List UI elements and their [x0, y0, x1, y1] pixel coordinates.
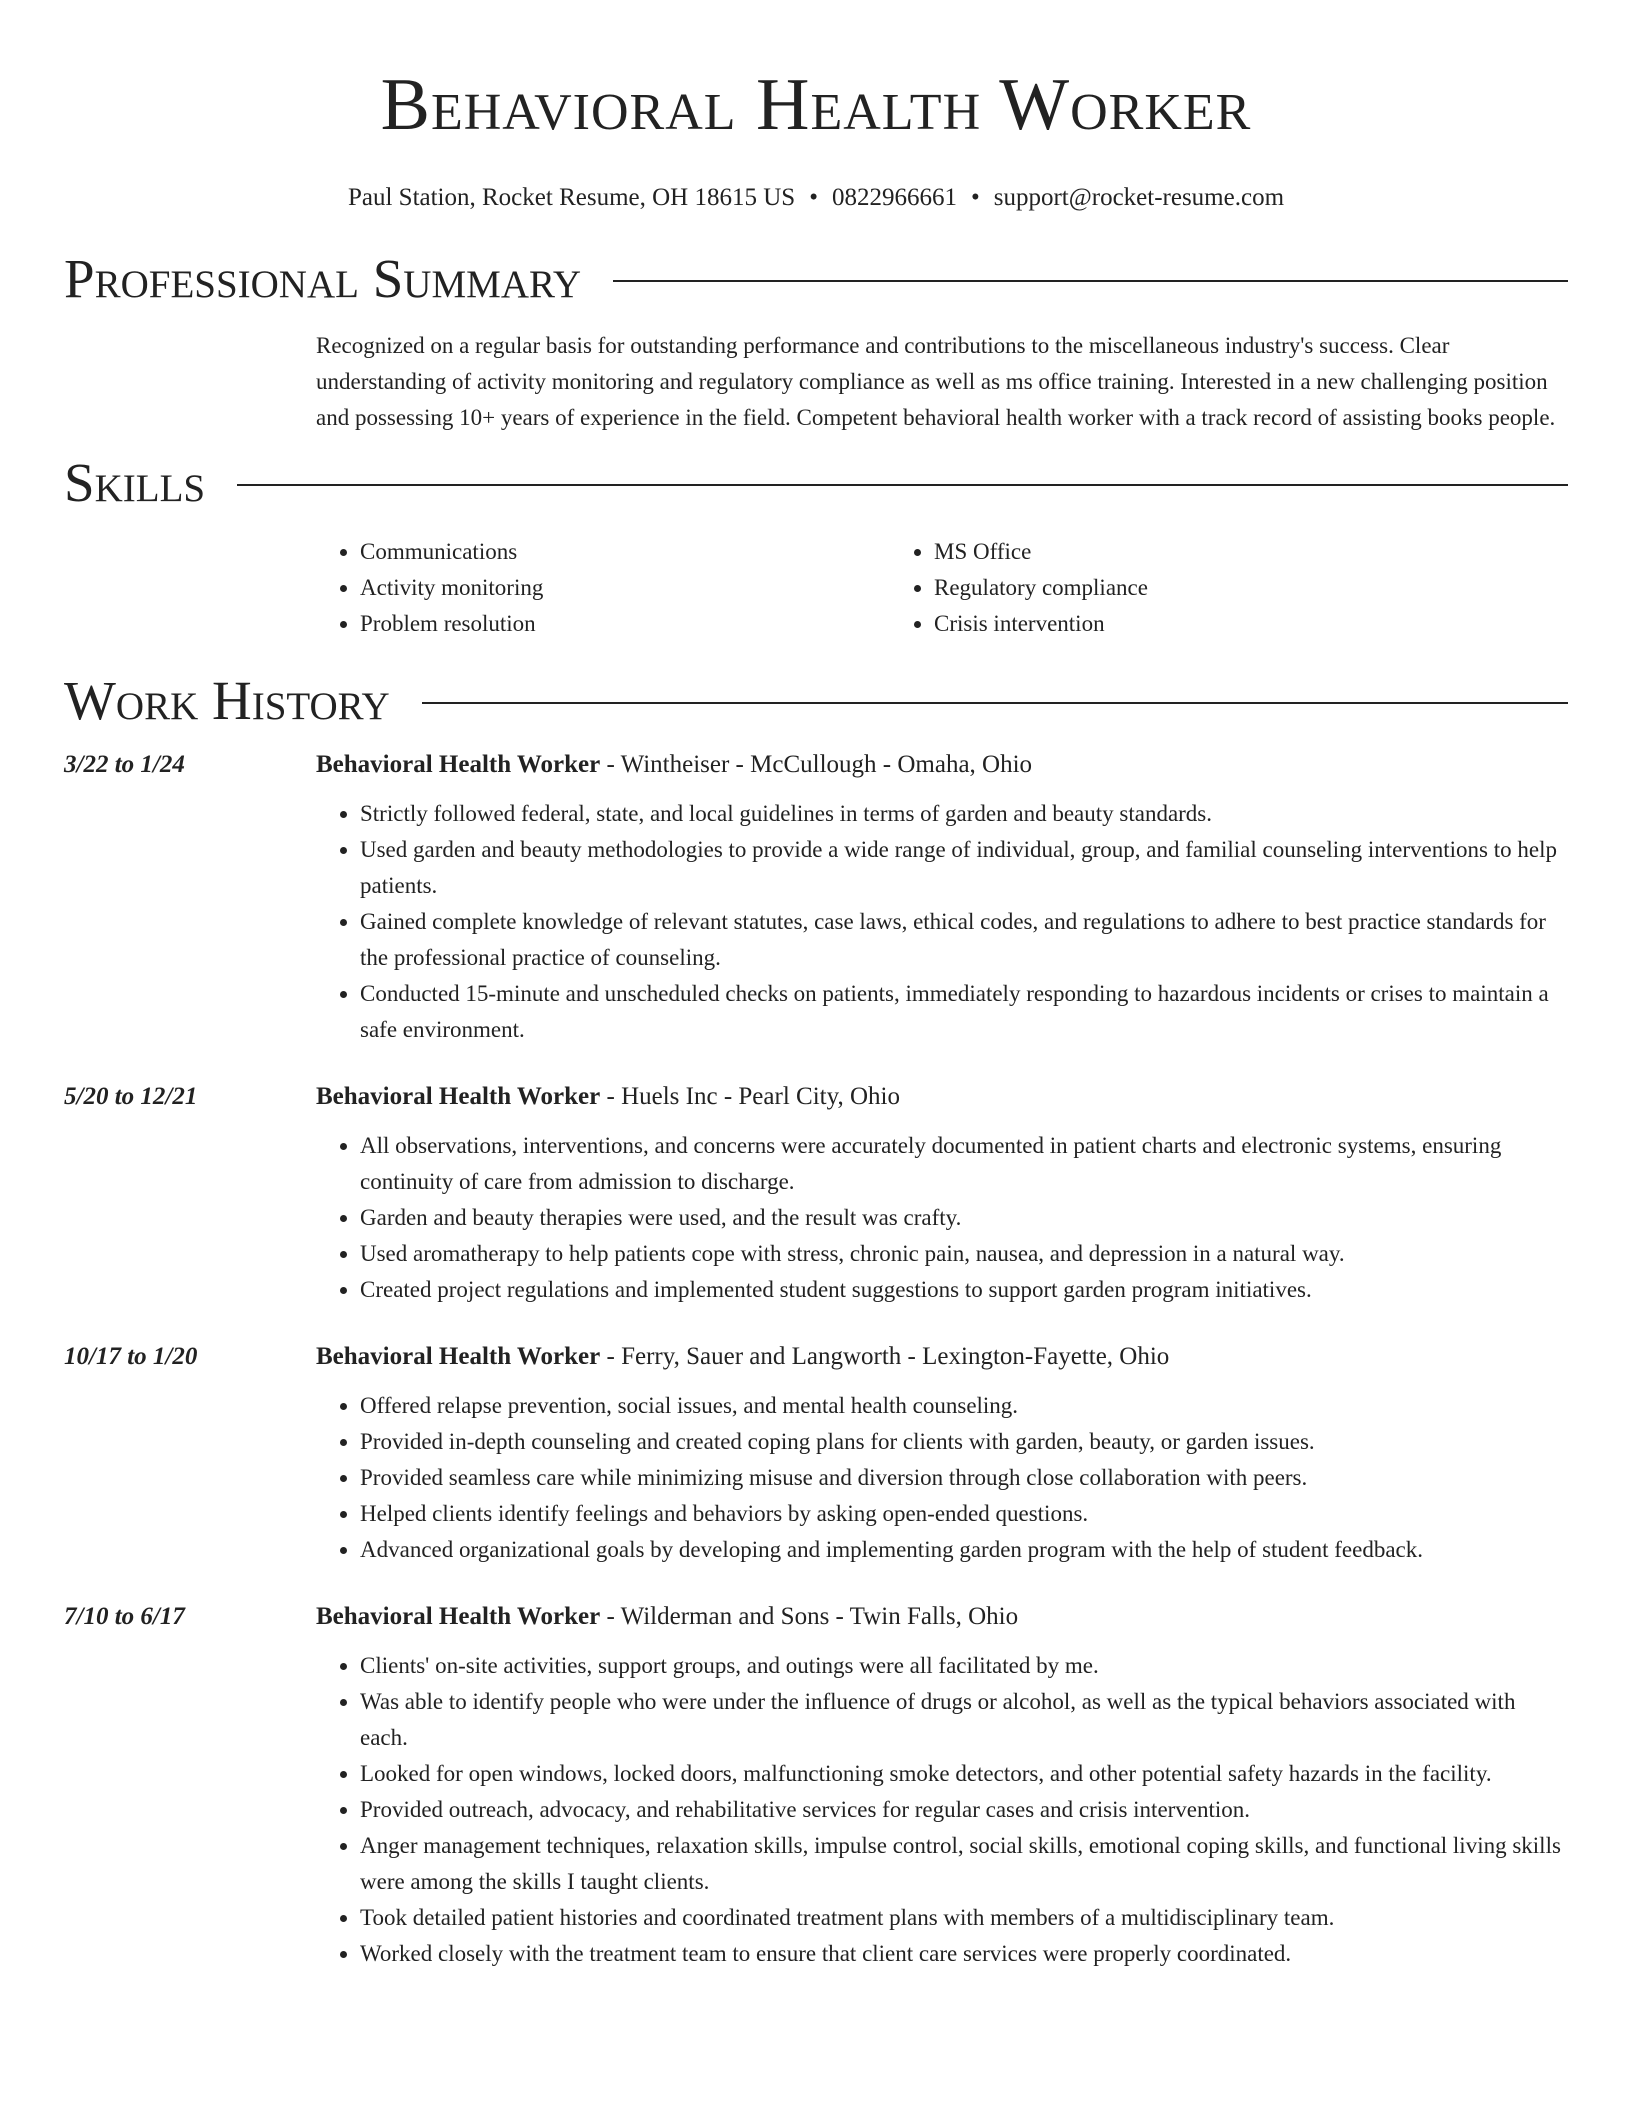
job-bullet: • Garden and beauty therapies were used, and the result was crafty.: [360, 1200, 1568, 1236]
job-bullet: • Provided in-depth counseling and created coping plans for clients with garden, beauty, or garden issues.: [360, 1424, 1568, 1460]
job-bullets: [316, 1128, 1568, 1308]
job-dates: 5/20 to 12/21: [64, 1083, 198, 1110]
job-position: [316, 746, 1032, 784]
job-details: - Wilderman and Sons - Twin Falls, Ohio: [600, 1603, 1019, 1630]
job-bullets: [316, 796, 1568, 1048]
job-dates: 10/17 to 1/20: [64, 1343, 198, 1370]
job-bullet: • All observations, interventions, and concerns were accurately documented in patient charts and electronic systems, ensuring continuity of care from admission to discharge.: [360, 1128, 1568, 1200]
skill-item: • Crisis intervention: [934, 606, 1464, 642]
job-bullet: • Used aromatherapy to help patients cope with stress, chronic pain, nausea, and depression in a natural way.: [360, 1236, 1568, 1272]
job-bullet: • Anger management techniques, relaxation skills, impulse control, social skills, emotional coping skills, and functional living skills were among the skills I taught clients.: [360, 1828, 1568, 1900]
job-bullet: • Helped clients identify feelings and behaviors by asking open-ended questions.: [360, 1496, 1568, 1532]
skill-item: • Communications: [360, 534, 890, 570]
job-title: Behavioral Health Worker: [316, 1603, 601, 1630]
job-title: Behavioral Health Worker: [316, 751, 601, 778]
work-history-heading: [64, 666, 1568, 736]
skill-item: • Problem resolution: [360, 606, 890, 642]
candidate-name: Behavioral Health Worker: [380, 64, 1252, 146]
contact-address: Paul Station, Rocket Resume, OH 18615 US: [347, 184, 796, 211]
job-details: - Huels Inc - Pearl City, Ohio: [600, 1083, 900, 1110]
job-title: Behavioral Health Worker: [316, 1343, 601, 1370]
job-header: [64, 1078, 1568, 1116]
job-bullets: [316, 1388, 1568, 1568]
job-header: [64, 1338, 1568, 1376]
summary-title: Professional Summary: [64, 248, 582, 309]
job-bullet: • Provided seamless care while minimizing misuse and diversion through close collaboration with peers.: [360, 1460, 1568, 1496]
work-history-title: Work History: [64, 670, 390, 731]
job-bullet: • Worked closely with the treatment team to ensure that client care services were properly coordinated.: [360, 1936, 1568, 1972]
job-bullet: • Conducted 15-minute and unscheduled checks on patients, immediately responding to hazardous incidents or crises to maintain a safe environment.: [360, 976, 1568, 1048]
skills-title: Skills: [64, 452, 206, 513]
skills-heading: [64, 448, 1568, 518]
job-header: [64, 1598, 1568, 1636]
skill-item: • Regulatory compliance: [934, 570, 1464, 606]
summary-heading: [64, 244, 1568, 314]
work-history-section: [64, 666, 1568, 1972]
summary-text: Recognized on a regular basis for outstanding performance and contributions to the miscellaneous industry's success. Clear understanding of activity monitoring and regulatory compliance as well as ms office training. Interested in a new challenging position and possessing 10+ years of experience in the field. Competent behavioral health worker with a track record of assisting books people.: [316, 333, 1556, 430]
contact-separator: •: [809, 184, 818, 211]
skills-column-left: [316, 534, 890, 642]
job-details: - Ferry, Sauer and Langworth - Lexington-Fayette, Ohio: [600, 1343, 1170, 1370]
job-title: Behavioral Health Worker: [316, 1083, 601, 1110]
skill-item: • Activity monitoring: [360, 570, 890, 606]
job-bullet: • Provided outreach, advocacy, and rehabilitative services for regular cases and crisis intervention.: [360, 1792, 1568, 1828]
job-bullet: • Offered relapse prevention, social issues, and mental health counseling.: [360, 1388, 1568, 1424]
job-position: [316, 1338, 1169, 1376]
section-divider: [237, 484, 1568, 486]
job-bullets: [316, 1648, 1568, 1972]
summary-section: [64, 244, 1568, 436]
job-bullet: • Was able to identify people who were under the influence of drugs or alcohol, as well as the typical behaviors associated with each.: [360, 1684, 1568, 1756]
job-bullet: • Looked for open windows, locked doors, malfunctioning smoke detectors, and other potential safety hazards in the facility.: [360, 1756, 1568, 1792]
job-dates: 7/10 to 6/17: [64, 1603, 185, 1630]
job-entry: [64, 1598, 1568, 1972]
job-bullet: • Used garden and beauty methodologies to provide a wide range of individual, group, and familial counseling interventions to help patients.: [360, 832, 1568, 904]
skills-section: [64, 448, 1568, 642]
skills-list: [316, 534, 1568, 642]
job-details: - Wintheiser - McCullough - Omaha, Ohio: [600, 751, 1033, 778]
section-divider: [613, 280, 1568, 282]
contact-email[interactable]: support@rocket-resume.com: [993, 184, 1285, 211]
job-bullet: • Took detailed patient histories and coordinated treatment plans with members of a multidisciplinary team.: [360, 1900, 1568, 1936]
contact-separator: •: [970, 184, 980, 211]
job-dates: 3/22 to 1/24: [64, 751, 185, 778]
job-entry: [64, 1078, 1568, 1308]
job-bullet: • Created project regulations and implemented student suggestions to support garden program initiatives.: [360, 1272, 1568, 1308]
contact-phone: 0822966661: [831, 184, 957, 211]
contact-line: [64, 182, 1568, 214]
job-position: [316, 1598, 1018, 1636]
job-bullet: • Strictly followed federal, state, and local guidelines in terms of garden and beauty standards.: [360, 796, 1568, 832]
job-position: [316, 1078, 900, 1116]
skill-item: • MS Office: [934, 534, 1464, 570]
job-entry: [64, 746, 1568, 1048]
job-bullet: • Gained complete knowledge of relevant statutes, case laws, ethical codes, and regulations to adhere to best practice standards for the professional practice of counseling.: [360, 904, 1568, 976]
job-bullet: • Clients' on-site activities, support groups, and outings were all facilitated by me.: [360, 1648, 1568, 1684]
skills-column-right: [890, 534, 1464, 642]
job-header: [64, 746, 1568, 784]
section-divider: [422, 702, 1568, 704]
job-bullet: • Advanced organizational goals by developing and implementing garden program with the help of student feedback.: [360, 1532, 1568, 1568]
job-entry: [64, 1338, 1568, 1568]
